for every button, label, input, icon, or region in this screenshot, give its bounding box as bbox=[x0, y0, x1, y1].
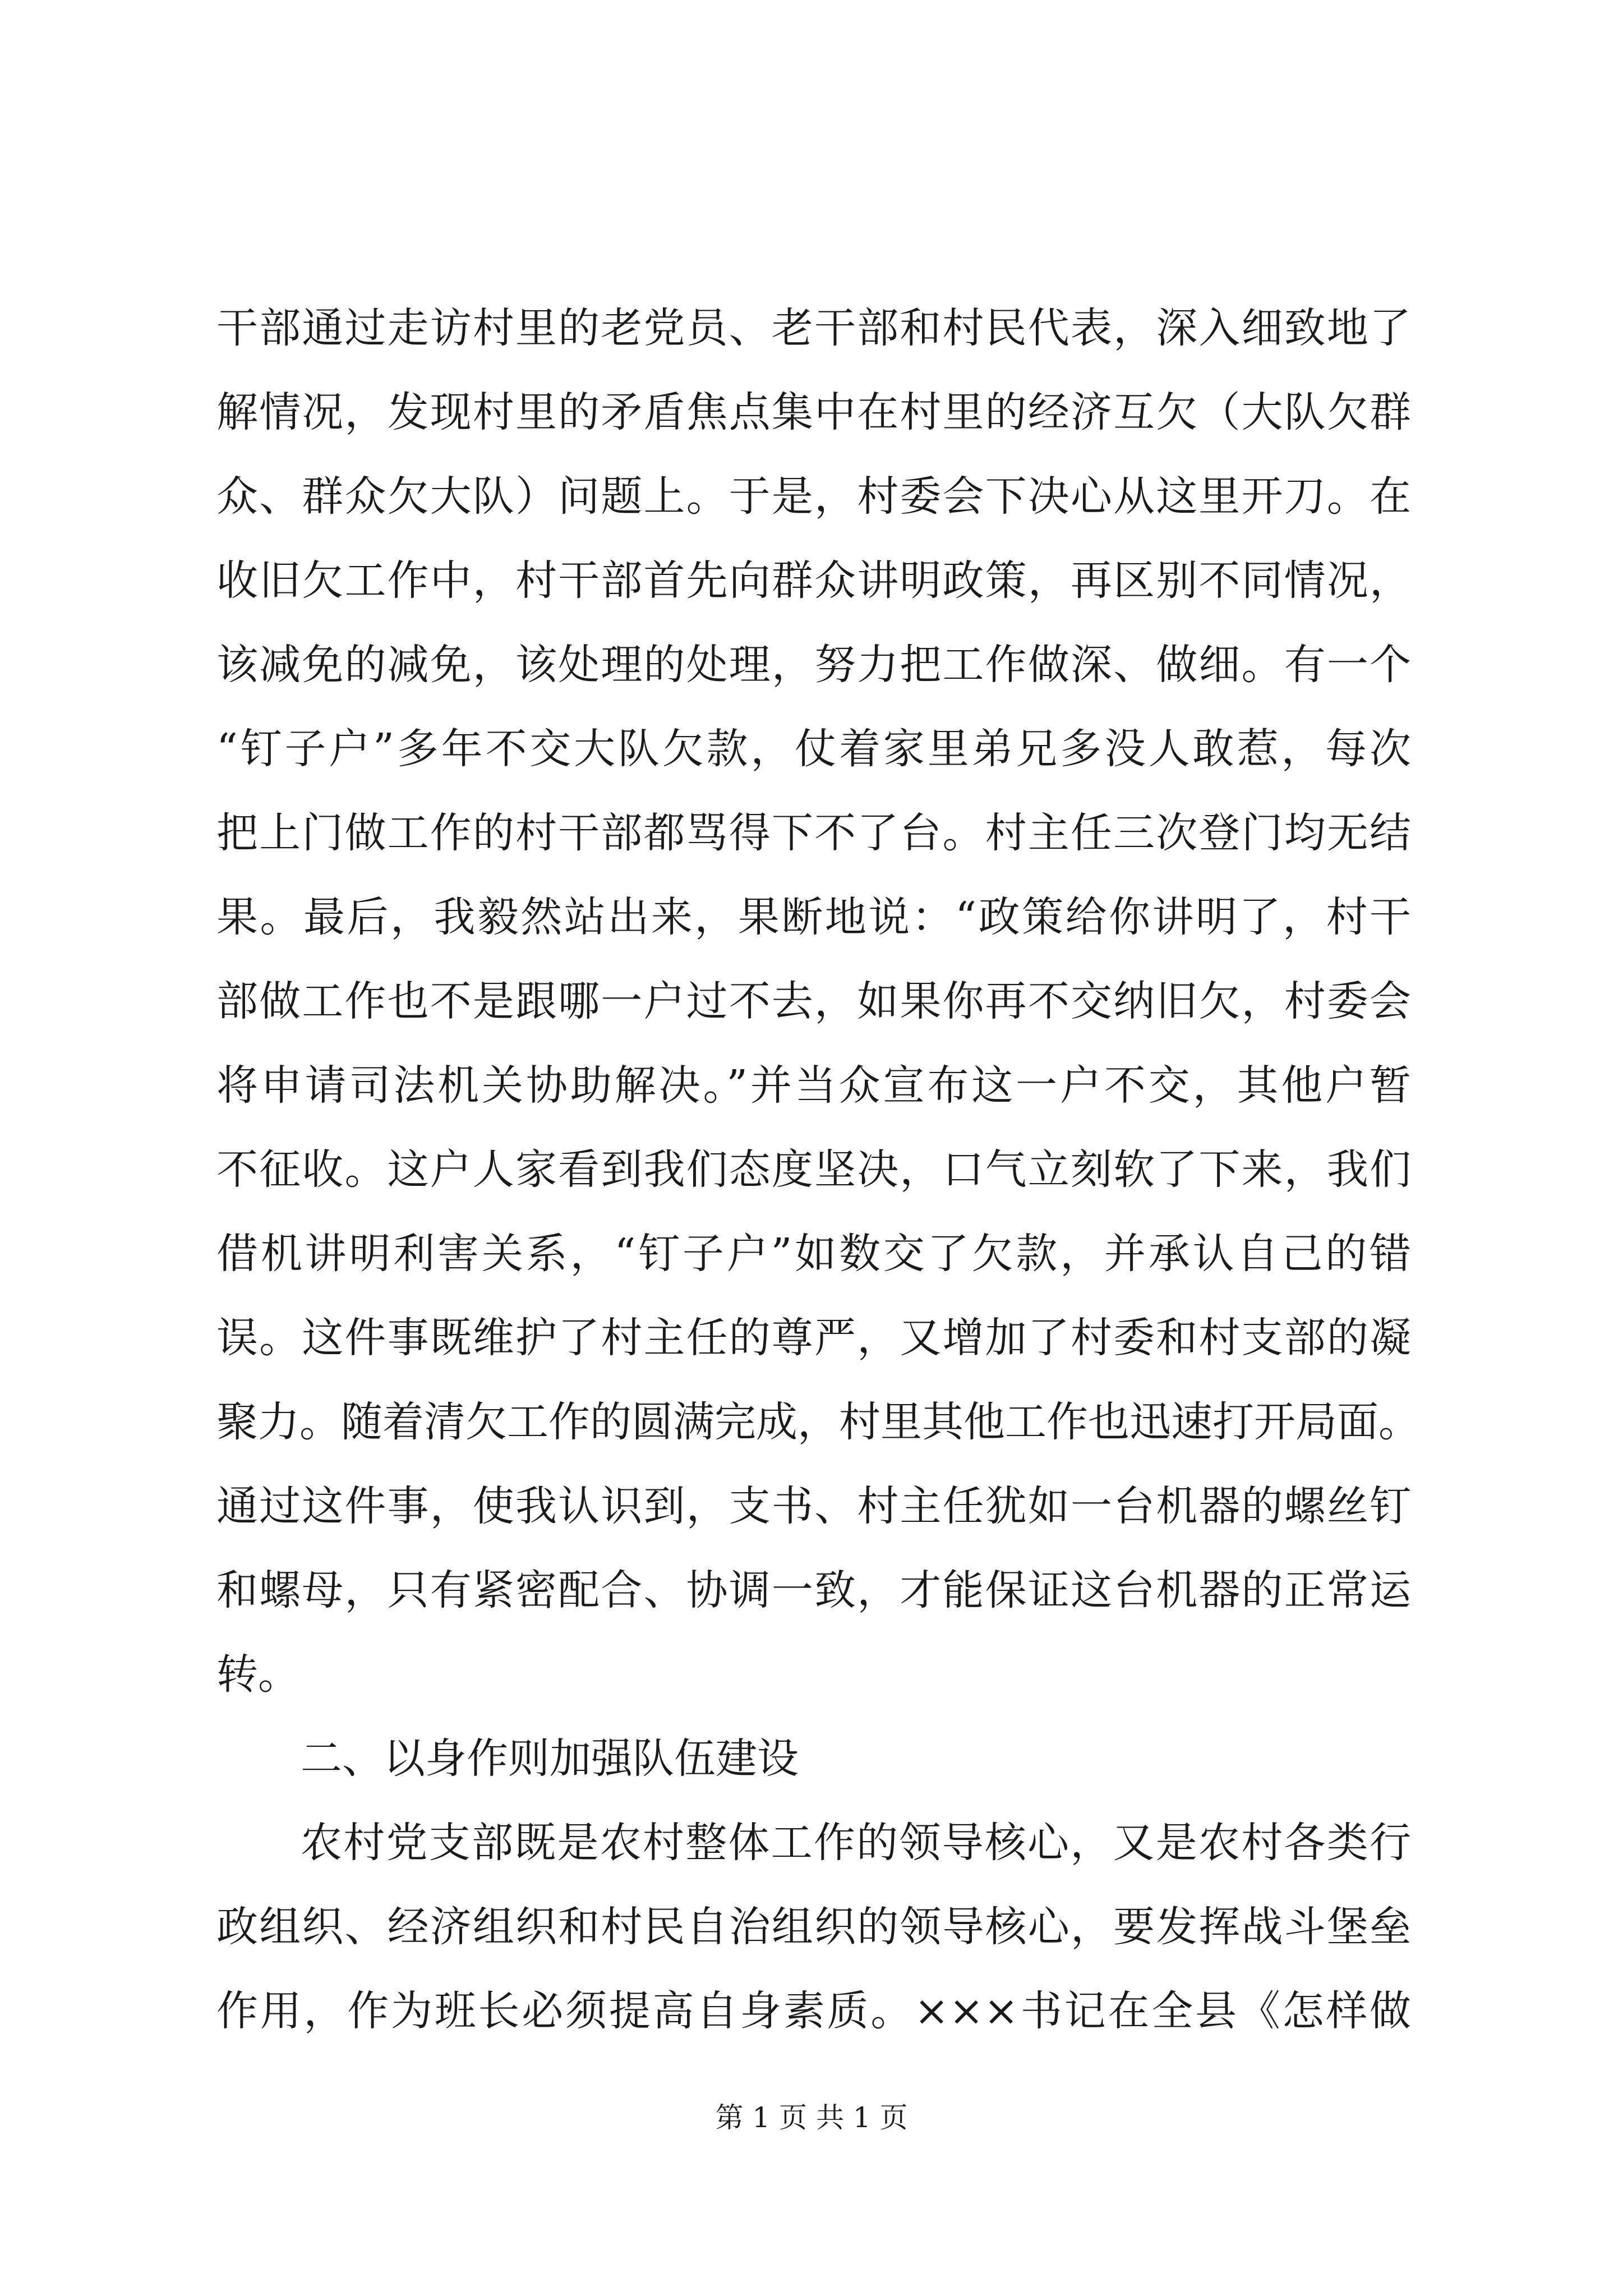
paragraph-last-line: 转。 bbox=[216, 1650, 299, 1699]
paragraph-line: “钉子户”多年不交大队欠款，仗着家里弟兄多没人敢惹，每次 bbox=[216, 725, 1411, 773]
paragraph-line: 聚力。随着清欠工作的圆满完成，村里其他工作也迅速打开局面。 bbox=[216, 1398, 1420, 1446]
paragraph-line: 误。这件事既维护了村主任的尊严，又增加了村委和村支部的凝 bbox=[216, 1314, 1411, 1362]
paragraph-line: 解情况，发现村里的矛盾焦点集中在村里的经济互欠（大队欠群 bbox=[216, 388, 1411, 436]
paragraph-line: 部做工作也不是跟哪一户过不去，如果你再不交纳旧欠，村委会 bbox=[216, 977, 1411, 1025]
page-number-footer: 第 1 页 共 1 页 bbox=[715, 2101, 908, 2134]
paragraph-line: 干部通过走访村里的老党员、老干部和村民代表，深入细致地了 bbox=[216, 304, 1411, 352]
paragraph-line: 政组织、经济组织和村民自治组织的领导核心，要发挥战斗堡垒 bbox=[216, 1903, 1411, 1951]
paragraph-line: 果。最后，我毅然站出来，果断地说：“政策给你讲明了，村干 bbox=[216, 893, 1411, 941]
paragraph-line: 不征收。这户人家看到我们态度坚决，口气立刻软了下来，我们 bbox=[216, 1145, 1411, 1194]
section-heading: 二、以身作则加强队伍建设 bbox=[301, 1734, 799, 1783]
paragraph-line: 收旧欠工作中，村干部首先向群众讲明政策，再区别不同情况， bbox=[216, 556, 1411, 605]
paragraph-first-line: 农村党支部既是农村整体工作的领导核心，又是农村各类行 bbox=[301, 1819, 1411, 1867]
paragraph-line: 作用，作为班长必须提高自身素质。×××书记在全县《怎样做 bbox=[216, 1987, 1411, 2035]
paragraph-line: 把上门做工作的村干部都骂得下不了台。村主任三次登门均无结 bbox=[216, 809, 1411, 857]
paragraph-line: 将申请司法机关协助解决。”并当众宣布这一户不交，其他户暂 bbox=[216, 1061, 1411, 1110]
paragraph-line: 通过这件事，使我认识到，支书、村主任犹如一台机器的螺丝钉 bbox=[216, 1482, 1411, 1530]
body-text bbox=[216, 286, 1420, 2053]
paragraph-line: 该减免的减免，该处理的处理，努力把工作做深、做细。有一个 bbox=[216, 641, 1411, 689]
paragraph-line: 借机讲明利害关系，“钉子户”如数交了欠款，并承认自己的错 bbox=[216, 1230, 1411, 1278]
paragraph-line: 众、群众欠大队）问题上。于是，村委会下决心从这里开刀。在 bbox=[216, 472, 1411, 521]
paragraph-line: 和螺母，只有紧密配合、协调一致，才能保证这台机器的正常运 bbox=[216, 1566, 1411, 1614]
